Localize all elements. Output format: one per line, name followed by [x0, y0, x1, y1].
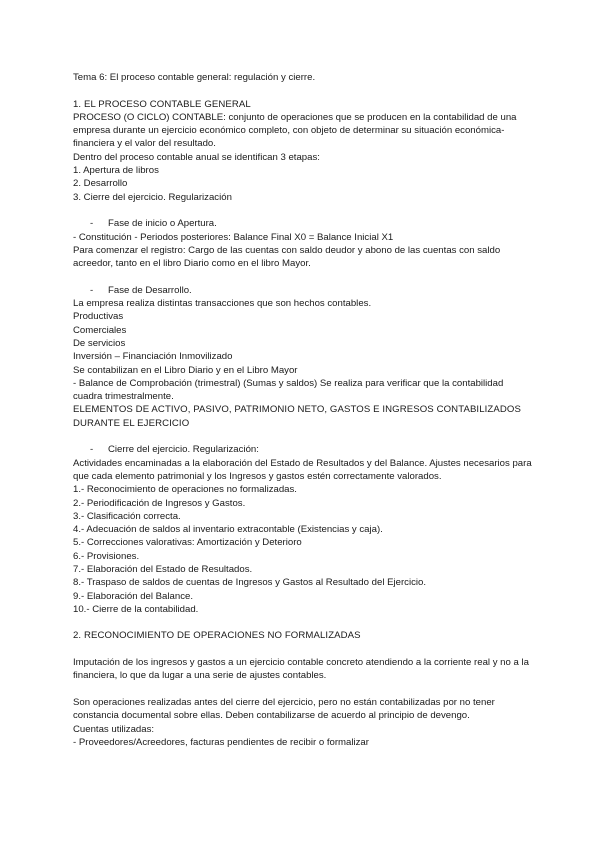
desarrollo-line: Inversión – Financiación Inmovilizado	[73, 351, 233, 363]
cierre-item: 1.- Reconocimiento de operaciones no formalizadas.	[73, 484, 297, 496]
section-2-paragraph-2: Son operaciones realizadas antes del cierre del ejercicio, pero no están contabilizadas por no tener constancia documental sobre ellas. Deben contabilizarse de acuerdo al principio de devengo.	[73, 696, 495, 722]
desarrollo-line: Comerciales	[73, 324, 127, 336]
desarrollo-line: La empresa realiza distintas transacciones que son hechos contables.	[73, 298, 372, 310]
etapa-item: 2. Desarrollo	[73, 178, 128, 190]
cierre-item: 2.- Periodificación de Ingresos y Gastos.	[73, 497, 246, 509]
cierre-item: 5.- Correcciones valorativas: Amortización y Deterioro	[73, 537, 302, 549]
dash-bullet: -	[90, 444, 94, 456]
document-title: Tema 6: El proceso contable general: regulación y cierre.	[73, 72, 316, 83]
desarrollo-line: Productivas	[73, 311, 124, 323]
cuentas-utilizadas: Cuentas utilizadas:	[73, 723, 155, 735]
spacer	[73, 84, 533, 97]
desarrollo-line: De servicios	[73, 337, 126, 349]
apertura-heading-text: Fase de inicio o Apertura.	[108, 218, 217, 230]
cierre-intro: Actividades encaminadas a la elaboración del Estado de Resultados y del Balance. Ajustes necesarios para que cada elemento patrimonial y los Ingresos y gastos estén correctamente valorados.	[73, 457, 532, 482]
cierre-item: 3.- Clasificación correcta.	[73, 510, 181, 522]
apertura-line-2: Para comenzar el registro: Cargo de las cuentas con saldo deudor y abono de las cuentas con saldo acreedor, tanto en el libro Diario como en el libro Mayor.	[73, 244, 501, 270]
cierre-heading-text: Cierre del ejercicio. Regularización:	[108, 444, 259, 456]
elementos-text: ELEMENTOS DE ACTIVO, PASIVO, PATRIMONIO NETO, GASTOS E INGRESOS CONTABILIZADOS DURANTE EL EJERCICIO	[73, 404, 521, 429]
cierre-item: 9.- Elaboración del Balance.	[73, 590, 193, 602]
section-2-paragraph-1: Imputación de los ingresos y gastos a un ejercicio contable concreto atendiendo a la corriente real y no a la financiera, lo que da lugar a una serie de ajustes contables.	[73, 657, 529, 682]
section-2-heading: 2. RECONOCIMIENTO DE OPERACIONES NO FORMALIZADAS	[73, 630, 361, 642]
cierre-heading	[73, 443, 533, 456]
etapa-item: 1. Apertura de libros	[73, 165, 159, 177]
spacer	[73, 270, 533, 283]
desarrollo-heading	[73, 284, 533, 297]
cierre-item: 6.- Provisiones.	[73, 550, 140, 562]
etapa-item: 3. Cierre del ejercicio. Regularización	[73, 191, 232, 203]
dash-bullet: -	[90, 284, 94, 296]
dash-bullet: -	[90, 218, 94, 230]
desarrollo-heading-text: Fase de Desarrollo.	[108, 284, 192, 296]
section-1-intro: Dentro del proceso contable anual se identifican 3 etapas:	[73, 151, 320, 163]
section-1-heading: 1. EL PROCESO CONTABLE GENERAL	[73, 98, 251, 110]
spacer	[73, 683, 533, 696]
proveedores-line: - Proveedores/Acreedores, facturas pendientes de recibir o formalizar	[73, 736, 369, 748]
spacer	[73, 643, 533, 656]
cierre-item: 10.- Cierre de la contabilidad.	[73, 603, 199, 615]
spacer	[73, 616, 533, 629]
spacer	[73, 204, 533, 217]
cierre-item: 7.- Elaboración del Estado de Resultados.	[73, 563, 253, 575]
cierre-item: 4.- Adecuación de saldos al inventario extracontable (Existencias y caja).	[73, 524, 383, 536]
document-page	[73, 71, 533, 749]
balance-comprobacion: - Balance de Comprobación (trimestral) (Sumas y saldos) Se realiza para verificar que la contabilidad cuadra trimestralmente.	[73, 377, 504, 403]
apertura-line-1: - Constitución - Periodos posteriores: Balance Final X0 = Balance Inicial X1	[73, 231, 394, 243]
apertura-heading	[73, 217, 533, 230]
desarrollo-line: Se contabilizan en el Libro Diario y en el Libro Mayor	[73, 364, 298, 376]
section-1-definition: PROCESO (O CICLO) CONTABLE: conjunto de operaciones que se producen en la contabilidad de una empresa durante un ejercicio económico completo, con objeto de determinar su situación económica-financiera y el valor del resultado.	[73, 111, 517, 150]
cierre-item: 8.- Traspaso de saldos de cuentas de Ingresos y Gastos al Resultado del Ejercicio.	[73, 577, 427, 589]
spacer	[73, 430, 533, 443]
